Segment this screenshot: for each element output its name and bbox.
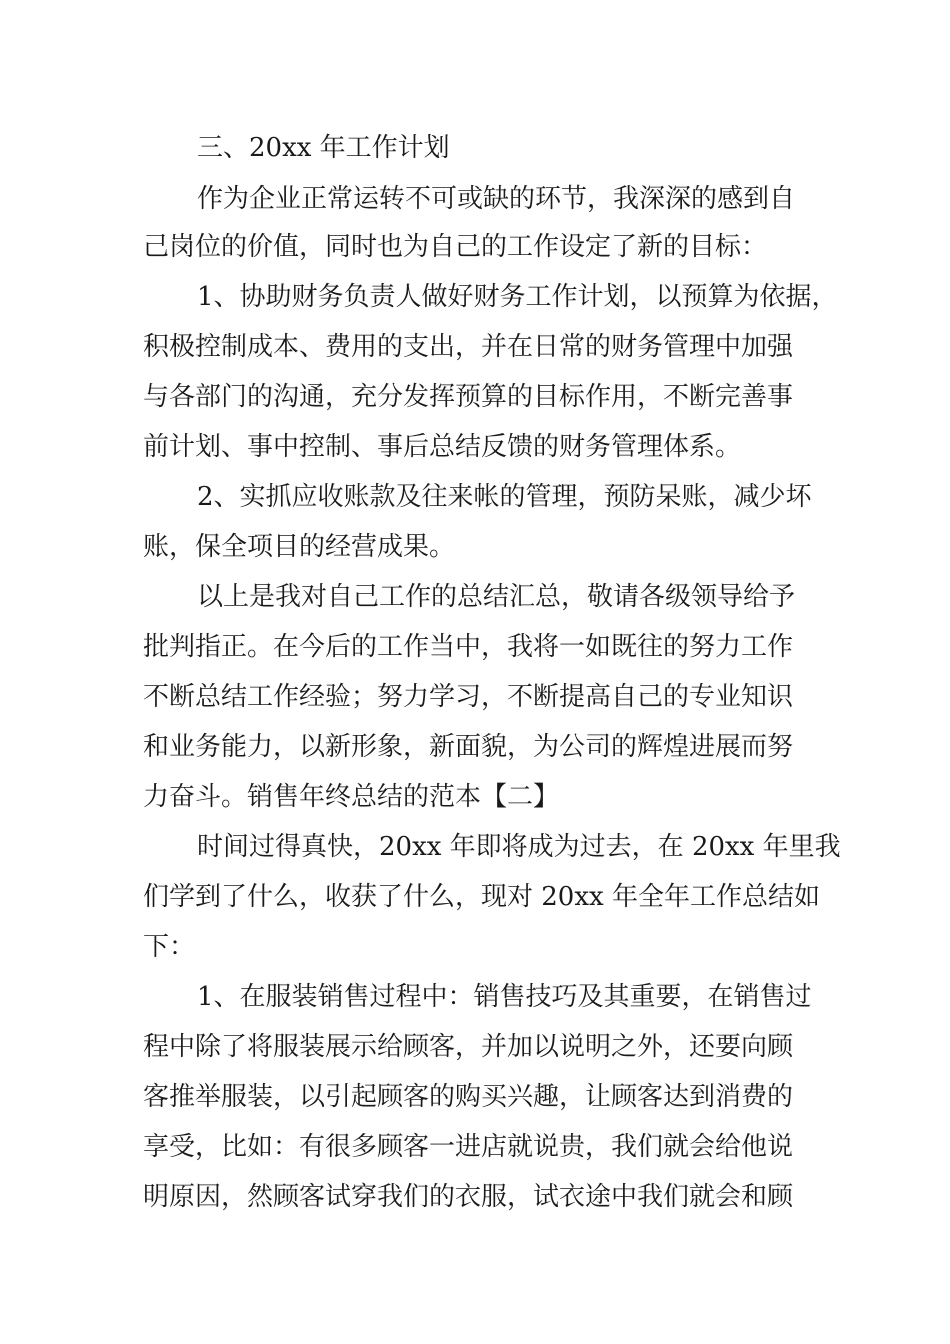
text-line: 客推举服装，以引起顾客的购买兴趣，让顾客达到消费的 bbox=[143, 1082, 794, 1112]
text-line: 和业务能力，以新形象，新面貌，为公司的辉煌进展而努 bbox=[143, 732, 794, 762]
text-line: 1、在服装销售过程中：销售技巧及其重要，在销售过 bbox=[197, 982, 812, 1012]
text-line: 作为企业正常运转不可或缺的环节，我深深的感到自 bbox=[197, 184, 796, 214]
text-line: 2、实抓应收账款及往来帐的管理，预防呆账，减少坏 bbox=[197, 482, 812, 512]
text-line: 下： bbox=[143, 932, 196, 962]
text-line: 以上是我对自己工作的总结汇总，敬请各级领导给予 bbox=[197, 582, 796, 612]
text-line: 不断总结工作经验；努力学习，不断提高自己的专业知识 bbox=[143, 682, 794, 712]
text-line: 批判指正。在今后的工作当中，我将一如既往的努力工作 bbox=[143, 632, 794, 662]
text-line: 程中除了将服装展示给顾客，并加以说明之外，还要向顾 bbox=[143, 1032, 794, 1062]
text-line: 与各部门的沟通，充分发挥预算的目标作用，不断完善事 bbox=[143, 382, 794, 412]
text-line: 账，保全项目的经营成果。 bbox=[143, 532, 456, 562]
text-line: 前计划、事中控制、事后总结反馈的财务管理体系。 bbox=[143, 432, 742, 462]
text-line: 积极控制成本、费用的支出，并在日常的财务管理中加强 bbox=[143, 332, 794, 362]
text-line: 1、协助财务负责人做好财务工作计划，以预算为依据， bbox=[197, 282, 838, 312]
text-line: 力奋斗。销售年终总结的范本【二】 bbox=[143, 782, 560, 812]
section-heading: 三、20xx 年工作计划 bbox=[197, 133, 450, 163]
text-line: 们学到了什么，收获了什么，现对 20xx 年全年工作总结如 bbox=[143, 882, 820, 912]
text-line: 时间过得真快，20xx 年即将成为过去，在 20xx 年里我 bbox=[197, 832, 841, 862]
text-line: 明原因，然顾客试穿我们的衣服，试衣途中我们就会和顾 bbox=[143, 1182, 794, 1212]
text-line: 享受，比如：有很多顾客一进店就说贵，我们就会给他说 bbox=[143, 1132, 794, 1162]
text-line: 己岗位的价值，同时也为自己的工作设定了新的目标： bbox=[143, 232, 768, 262]
